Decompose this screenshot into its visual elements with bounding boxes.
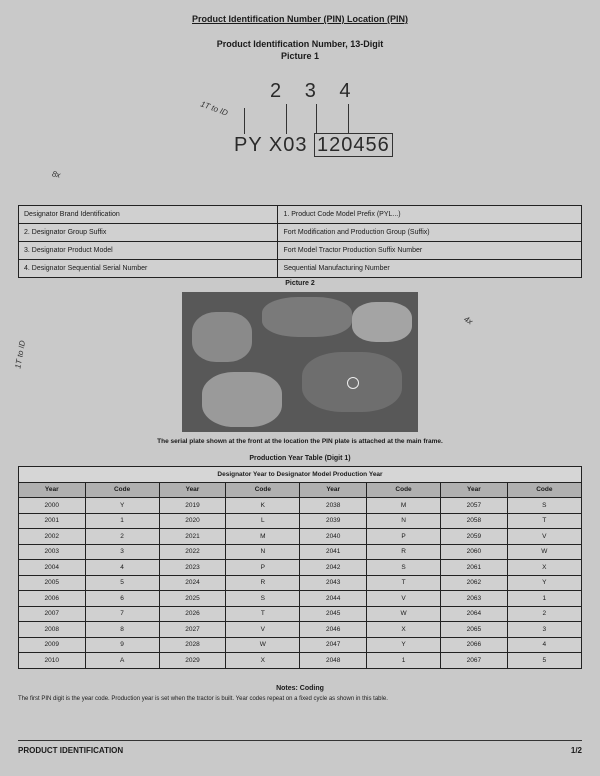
code-cell: 8 [85,622,159,638]
year-cell: 2048 [300,653,367,669]
year-cell: 2028 [159,637,226,653]
legend-row [19,206,582,224]
code-cell: 9 [85,637,159,653]
pin-middle: X03 [268,134,308,156]
table-row [19,653,582,669]
year-cell: 2025 [159,591,226,607]
legend-cell: Fort Model Tractor Production Suffix Number [278,242,582,260]
legend-cell: 1. Product Code Model Prefix (PYL...) [278,206,582,224]
table-row [19,529,582,545]
code-cell: S [226,591,300,607]
code-cell: P [226,560,300,576]
code-cell: W [507,544,581,560]
year-cell: 2041 [300,544,367,560]
code-cell: 1 [366,653,440,669]
code-cell: 3 [507,622,581,638]
pin-location-photo [182,292,418,432]
code-cell: N [366,513,440,529]
table-title: Production Year Table (Digit 1) [249,455,351,462]
legend-cell: 3. Designator Product Model [19,242,278,260]
callout-arrow-3 [316,104,317,134]
code-cell: V [366,591,440,607]
code-cell: 6 [85,591,159,607]
code-cell: N [226,544,300,560]
year-cell: 2061 [441,560,508,576]
header-cell: Year [300,482,367,498]
year-cell: 2027 [159,622,226,638]
code-cell: W [226,637,300,653]
header-cell: Code [226,482,300,498]
year-cell: 2008 [19,622,86,638]
table-row [19,544,582,560]
code-cell: X [226,653,300,669]
year-cell: 2044 [300,591,367,607]
super-header-cell: Designator Year to Designator Model Production Year [19,467,582,483]
year-cell: 2065 [441,622,508,638]
page-header [0,14,600,24]
table-row [19,513,582,529]
year-cell: 2060 [441,544,508,560]
pin-prefix: PY [234,134,263,156]
year-cell: 2026 [159,606,226,622]
year-cell: 2023 [159,560,226,576]
year-cell: 2058 [441,513,508,529]
pin-example [234,134,393,157]
scribble-a: 1T to ID [199,99,230,118]
code-cell: 5 [85,575,159,591]
year-cell: 2020 [159,513,226,529]
year-cell: 2000 [19,498,86,514]
footnote-text: The first PIN digit is the year code. Production year is set when the tractor is built. Year codes repeat on a fixed cycle as shown in this table. [18,696,388,702]
title-line-2: Picture 1 [280,51,320,61]
header-cell: Code [85,482,159,498]
year-cell: 2007 [19,606,86,622]
year-cell: 2039 [300,513,367,529]
year-cell: 2046 [300,622,367,638]
year-cell: 2040 [300,529,367,545]
code-cell: 5 [507,653,581,669]
year-cell: 2005 [19,575,86,591]
year-cell: 2059 [441,529,508,545]
footnote-title: Notes: Coding [276,685,324,692]
code-cell: M [226,529,300,545]
table-row [19,606,582,622]
code-cell: Y [85,498,159,514]
code-cell: 2 [507,606,581,622]
code-cell: X [366,622,440,638]
year-cell: 2009 [19,637,86,653]
table-row [19,498,582,514]
code-cell: V [226,622,300,638]
code-cell: 7 [85,606,159,622]
production-year-table [18,466,582,669]
table-row [19,560,582,576]
title-block [0,38,600,62]
code-cell: L [226,513,300,529]
year-cell: 2022 [159,544,226,560]
pin-legend-table [18,205,582,278]
code-cell: Y [366,637,440,653]
callout-arrow-1 [244,108,245,134]
code-cell: T [507,513,581,529]
table-super-header [19,467,582,483]
photo-note: The serial plate shown at the front at the location the PIN plate is attached at the main frame. [157,438,443,445]
legend-cell: 4. Designator Sequential Serial Number [19,260,278,278]
legend-cell: Fort Modification and Production Group (Suffix) [278,224,582,242]
year-cell: 2057 [441,498,508,514]
scribble-e: 4x [462,314,475,327]
year-cell: 2001 [19,513,86,529]
code-cell: 1 [507,591,581,607]
code-cell: Y [507,575,581,591]
code-cell: T [366,575,440,591]
year-cell: 2062 [441,575,508,591]
year-cell: 2063 [441,591,508,607]
footer-left: PRODUCT IDENTIFICATION [18,746,124,755]
year-cell: 2047 [300,637,367,653]
callout-arrow-2 [286,104,287,134]
legend-row [19,242,582,260]
title-line-1: Product Identification Number, 13-Digit [216,39,384,49]
code-cell: 4 [85,560,159,576]
year-cell: 2024 [159,575,226,591]
header-cell: Code [366,482,440,498]
callout-numbers [270,80,369,103]
page-title: Product Identification Number (PIN) Location (PIN) [192,14,408,24]
code-cell: T [226,606,300,622]
code-cell: 2 [85,529,159,545]
year-cell: 2003 [19,544,86,560]
footer-divider [18,740,582,741]
year-cell: 2021 [159,529,226,545]
year-cell: 2064 [441,606,508,622]
code-cell: S [507,498,581,514]
callout-arrow-4 [348,104,349,134]
code-cell: R [366,544,440,560]
legend-cell: 2. Designator Group Suffix [19,224,278,242]
year-cell: 2002 [19,529,86,545]
callout-4: 4 [339,80,351,102]
callout-3: 3 [304,80,316,102]
year-cell: 2010 [19,653,86,669]
figure-caption: Picture 2 [285,280,315,287]
code-cell: K [226,498,300,514]
callout-2: 2 [270,80,282,102]
code-cell: 4 [507,637,581,653]
pin-plate-marker [347,377,359,389]
code-cell: A [85,653,159,669]
year-cell: 2006 [19,591,86,607]
code-cell: 1 [85,513,159,529]
table-header-row [19,482,582,498]
year-cell: 2045 [300,606,367,622]
legend-row [19,260,582,278]
header-cell: Year [441,482,508,498]
table-row [19,637,582,653]
year-cell: 2004 [19,560,86,576]
table-row [19,622,582,638]
year-cell: 2066 [441,637,508,653]
code-cell: R [226,575,300,591]
table-row [19,575,582,591]
table-row [19,591,582,607]
legend-cell: Designator Brand Identification [19,206,278,224]
header-cell: Code [507,482,581,498]
pin-suffix: 120456 [314,133,393,157]
scribble-b: 8x [51,169,62,180]
code-cell: W [366,606,440,622]
year-cell: 2029 [159,653,226,669]
year-cell: 2042 [300,560,367,576]
code-cell: S [366,560,440,576]
year-cell: 2067 [441,653,508,669]
year-cell: 2043 [300,575,367,591]
scribble-d: 1T to ID [13,339,28,370]
legend-cell: Sequential Manufacturing Number [278,260,582,278]
code-cell: X [507,560,581,576]
code-cell: V [507,529,581,545]
code-cell: P [366,529,440,545]
code-cell: 3 [85,544,159,560]
legend-row [19,224,582,242]
header-cell: Year [159,482,226,498]
code-cell: M [366,498,440,514]
year-cell: 2038 [300,498,367,514]
header-cell: Year [19,482,86,498]
year-cell: 2019 [159,498,226,514]
footer-page-number: 1/2 [570,746,582,755]
